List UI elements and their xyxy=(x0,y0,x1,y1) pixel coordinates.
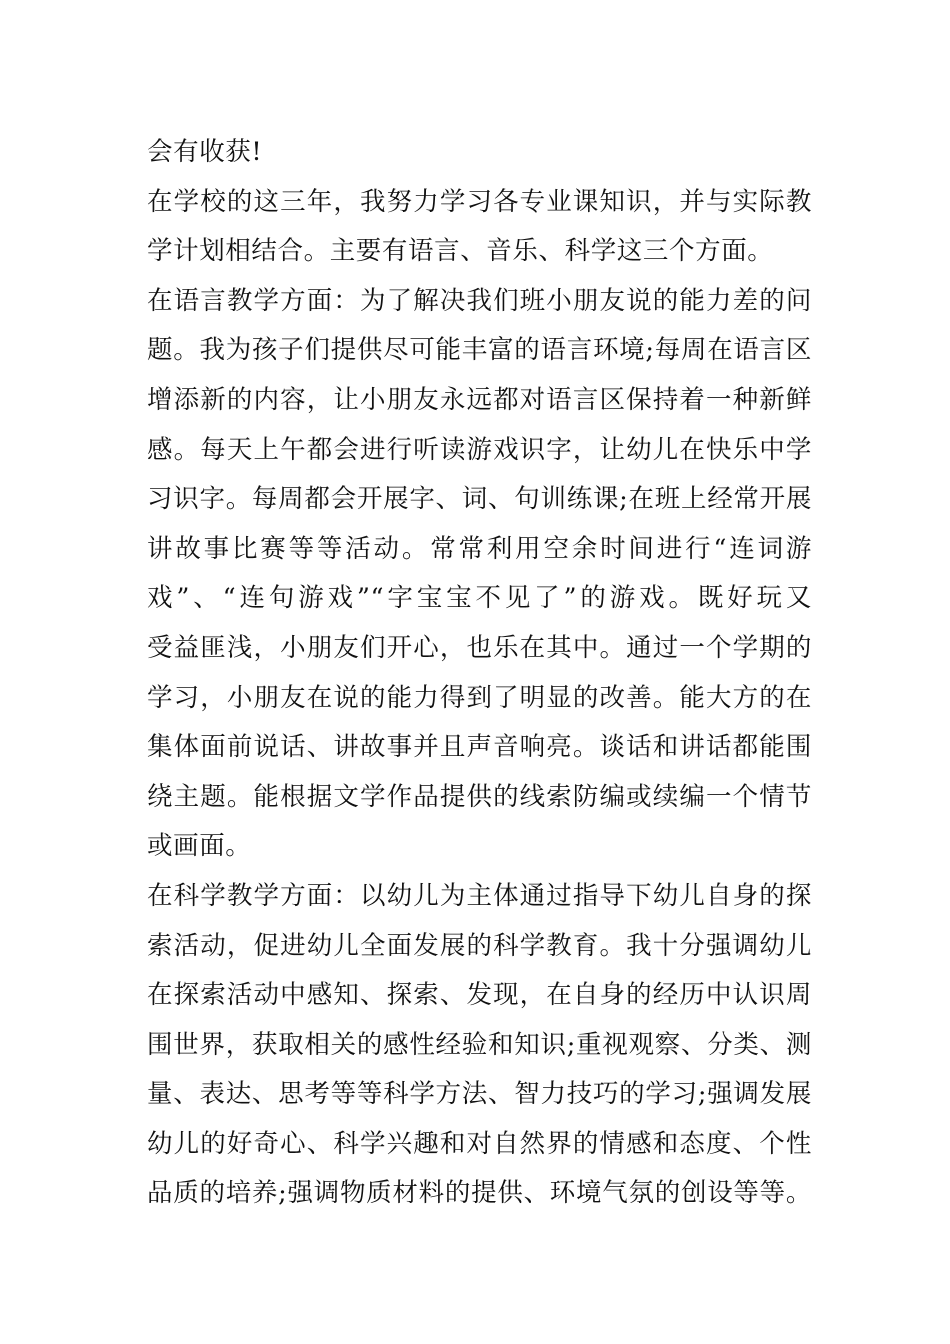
text-line: 品质的培养;强调物质材料的提供、环境气氛的创设等等。 xyxy=(147,1178,812,1209)
text-line: 会有收获! xyxy=(147,137,263,167)
text-line: 学习，小朋友在说的能力得到了明显的改善。能大方的在 xyxy=(147,682,812,713)
text-line: 感。每天上午都会进行听读游戏识字，让幼儿在快乐中学 xyxy=(147,434,812,465)
text-line: 在语言教学方面：为了解决我们班小朋友说的能力差的问 xyxy=(147,285,812,316)
text-line: 索活动，促进幼儿全面发展的科学教育。我十分强调幼儿 xyxy=(147,930,812,961)
text-line: 讲故事比赛等等活动。常常利用空余时间进行“连词游 xyxy=(147,533,812,564)
text-line: 戏”、“连句游戏”“字宝宝不见了”的游戏。既好玩又 xyxy=(147,583,812,614)
text-line: 题。我为孩子们提供尽可能丰富的语言环境;每周在语言区 xyxy=(147,335,812,366)
text-line: 在科学教学方面：以幼儿为主体通过指导下幼儿自身的探 xyxy=(147,880,812,911)
text-line: 集体面前说话、讲故事并且声音响亮。谈话和讲话都能围 xyxy=(147,732,812,763)
text-line: 或画面。 xyxy=(147,831,252,862)
text-line: 受益匪浅，小朋友们开心，也乐在其中。通过一个学期的 xyxy=(147,632,812,663)
text-line: 习识字。每周都会开展字、词、句训练课;在班上经常开展 xyxy=(147,484,812,515)
text-line: 增添新的内容，让小朋友永远都对语言区保持着一种新鲜 xyxy=(147,384,812,415)
text-line: 绕主题。能根据文学作品提供的线索防编或续编一个情节 xyxy=(147,781,812,812)
text-line: 学计划相结合。主要有语言、音乐、科学这三个方面。 xyxy=(147,236,774,267)
text-line: 量、表达、思考等等科学方法、智力技巧的学习;强调发展 xyxy=(147,1079,812,1110)
text-line: 在探索活动中感知、探索、发现，在自身的经历中认识周 xyxy=(147,980,812,1011)
document-body xyxy=(147,128,812,1219)
text-line: 幼儿的好奇心、科学兴趣和对自然界的情感和态度、个性 xyxy=(147,1128,812,1159)
text-line: 围世界，获取相关的感性经验和知识;重视观察、分类、测 xyxy=(147,1029,812,1060)
text-line: 在学校的这三年，我努力学习各专业课知识，并与实际教 xyxy=(147,186,812,217)
